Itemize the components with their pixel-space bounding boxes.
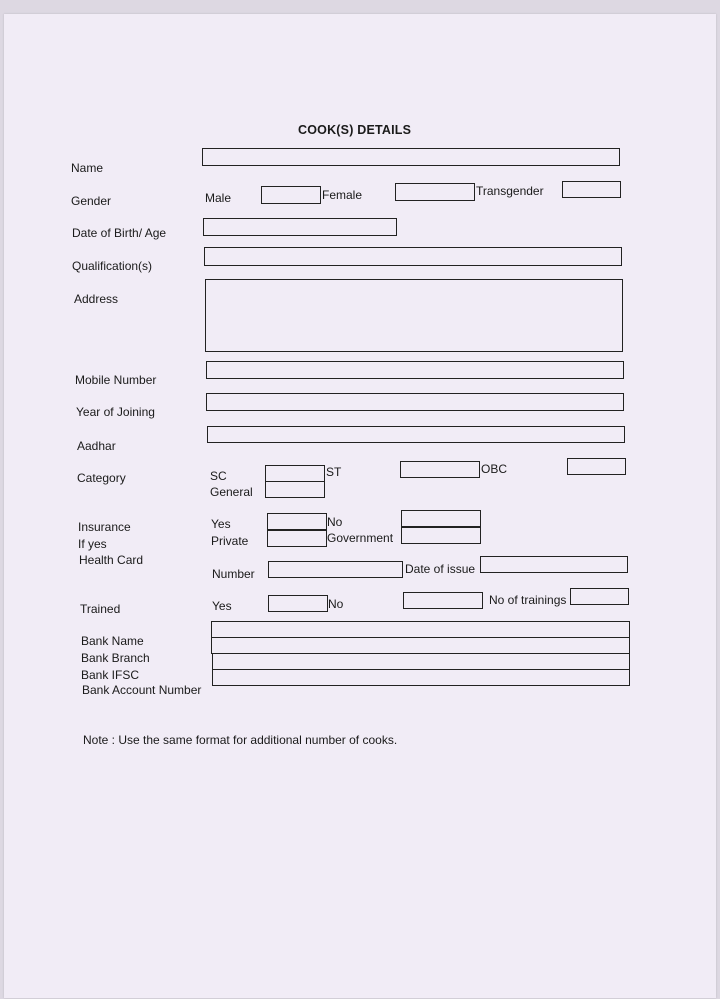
if-yes-label: If yes: [78, 537, 107, 551]
government-checkbox[interactable]: [401, 527, 481, 544]
trained-no-label: No: [328, 597, 344, 611]
note-text: Note : Use the same format for additional number of cooks.: [83, 733, 398, 747]
health-card-number-field[interactable]: [268, 561, 403, 578]
year-joining-field[interactable]: [206, 393, 624, 411]
female-label: Female: [322, 188, 363, 202]
date-of-issue-label: Date of issue: [405, 562, 476, 576]
aadhar-field[interactable]: [207, 426, 625, 443]
government-label: Government: [327, 531, 394, 545]
trained-yes-label: Yes: [212, 599, 232, 613]
trained-label: Trained: [80, 602, 121, 616]
insurance-label: Insurance: [78, 520, 131, 534]
st-label: ST: [326, 465, 342, 479]
health-card-number-label: Number: [212, 567, 255, 581]
category-label: Category: [77, 471, 126, 485]
form-title: COOK(S) DETAILS: [298, 123, 412, 137]
date-of-issue-field[interactable]: [480, 556, 628, 573]
sc-label: SC: [210, 469, 227, 483]
bank-name-field[interactable]: [211, 621, 630, 638]
obc-label: OBC: [481, 462, 508, 476]
no-of-trainings-label: No of trainings: [489, 593, 567, 607]
private-checkbox[interactable]: [267, 530, 327, 547]
insurance-no-checkbox[interactable]: [401, 510, 481, 527]
mobile-label: Mobile Number: [75, 373, 157, 387]
private-label: Private: [211, 534, 249, 548]
dob-field[interactable]: [203, 218, 397, 236]
female-checkbox[interactable]: [395, 183, 475, 201]
qualification-label: Qualification(s): [72, 259, 153, 273]
bank-branch-label: Bank Branch: [81, 651, 150, 665]
st-checkbox[interactable]: [400, 461, 480, 478]
name-field[interactable]: [202, 148, 620, 166]
obc-checkbox[interactable]: [567, 458, 626, 475]
name-label: Name: [71, 161, 104, 175]
bank-account-label: Bank Account Number: [82, 683, 202, 697]
insurance-yes-label: Yes: [211, 517, 231, 531]
address-field[interactable]: [205, 279, 623, 352]
bank-ifsc-label: Bank IFSC: [81, 668, 140, 682]
bank-account-field[interactable]: [212, 669, 630, 686]
bank-name-label: Bank Name: [81, 634, 144, 648]
no-of-trainings-field[interactable]: [570, 588, 629, 605]
health-card-label: Health Card: [79, 553, 144, 567]
mobile-field[interactable]: [206, 361, 624, 379]
year-joining-label: Year of Joining: [76, 405, 155, 419]
form-page: [4, 14, 716, 998]
insurance-yes-checkbox[interactable]: [267, 513, 327, 530]
dob-label: Date of Birth/ Age: [72, 226, 167, 240]
trained-yes-checkbox[interactable]: [268, 595, 328, 612]
gender-label: Gender: [71, 194, 112, 208]
male-label: Male: [205, 191, 232, 205]
address-label: Address: [74, 292, 119, 306]
bank-ifsc-field[interactable]: [212, 653, 630, 670]
male-checkbox[interactable]: [261, 186, 321, 204]
general-checkbox[interactable]: [265, 481, 325, 498]
general-label: General: [210, 485, 253, 499]
qualification-field[interactable]: [204, 247, 622, 266]
aadhar-label: Aadhar: [77, 439, 116, 453]
bank-branch-field[interactable]: [211, 637, 630, 654]
trained-no-checkbox[interactable]: [403, 592, 483, 609]
transgender-label: Transgender: [476, 184, 544, 198]
insurance-no-label: No: [327, 515, 343, 529]
transgender-checkbox[interactable]: [562, 181, 621, 198]
sc-checkbox[interactable]: [265, 465, 325, 482]
